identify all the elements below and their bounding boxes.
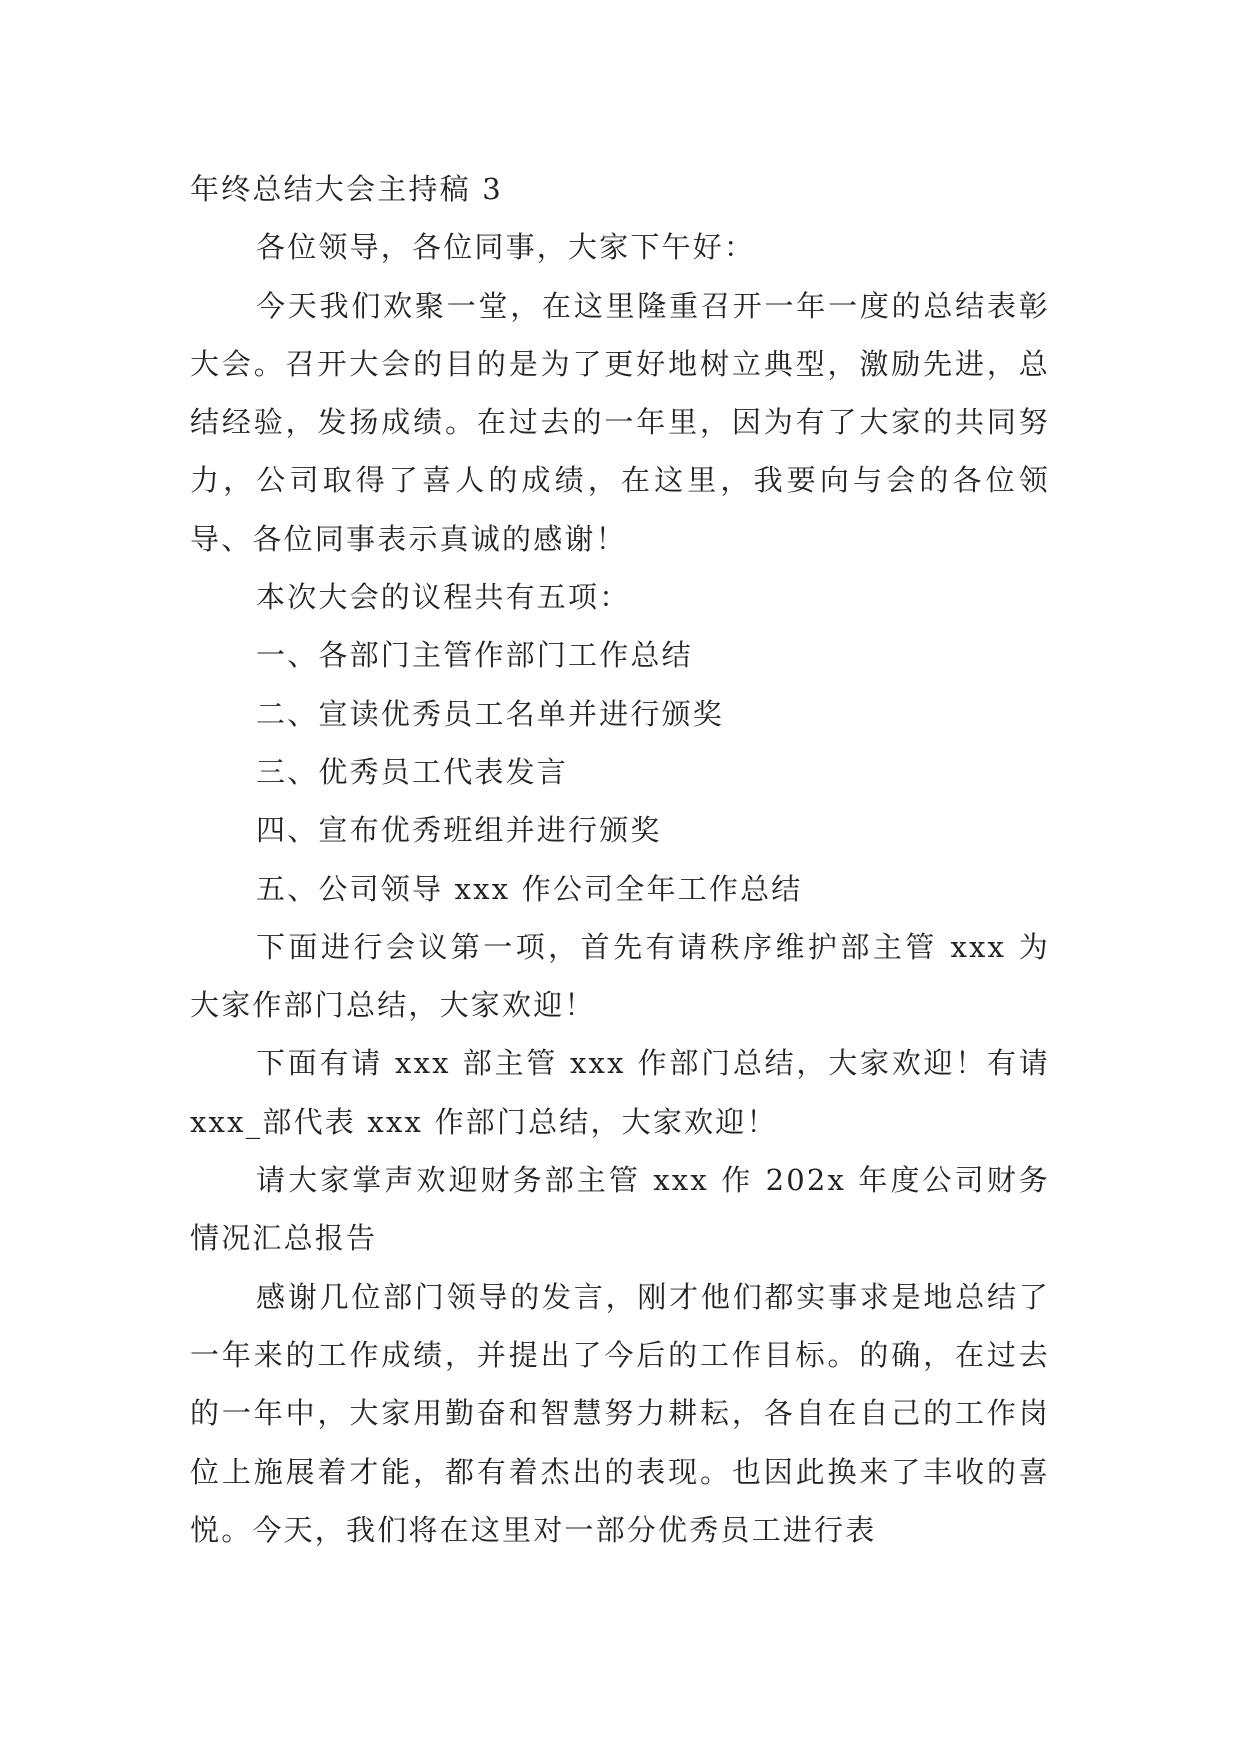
agenda-item-1: 一、各部门主管作部门工作总结 — [256, 638, 693, 673]
agenda-item-5: 五、公司领导 xxx 作公司全年工作总结 — [256, 871, 803, 906]
first-item-paragraph: 下面进行会议第一项，首先有请秩序维护部主管 xxx 为大家作部门总结，大家欢迎！ — [190, 929, 1050, 1023]
agenda-intro: 本次大会的议程共有五项： — [256, 580, 631, 615]
department-summary-paragraph: 下面有请 xxx 部主管 xxx 作部门总结，大家欢迎！有请 xxx_部代表 xxx 作部门总结，大家欢迎！ — [190, 1046, 1050, 1139]
document-body — [190, 160, 1050, 1559]
thanks-paragraph: 感谢几位部门领导的发言，刚才他们都实事求是地总结了一年来的工作成绩，并提出了今后的工作目标。的确，在过去的一年中，大家用勤奋和智慧努力耕耘，各自在自己的工作岗位上施展着才能，都有着杰出的表现。也因此换来了丰收的喜悦。今天，我们将在这里对一部分优秀员工进行表 — [190, 1279, 1050, 1547]
finance-report-paragraph: 请大家掌声欢迎财务部主管 xxx 作 202x 年度公司财务情况汇总报告 — [190, 1163, 1050, 1256]
opening-paragraph: 今天我们欢聚一堂，在这里隆重召开一年一度的总结表彰大会。召开大会的目的是为了更好地树立典型，激励先进，总结经验，发扬成绩。在过去的一年里，因为有了大家的共同努力，公司取得了喜人的成绩，在这里，我要向与会的各位领导、各位同事表示真诚的感谢！ — [190, 288, 1050, 556]
greeting-paragraph: 各位领导，各位同事，大家下午好： — [256, 230, 756, 265]
agenda-item-2: 二、宣读优秀员工名单并进行颁奖 — [256, 696, 725, 731]
agenda-item-4: 四、宣布优秀班组并进行颁奖 — [256, 813, 662, 848]
document-title: 年终总结大会主持稿 3 — [190, 172, 503, 206]
agenda-item-3: 三、优秀员工代表发言 — [256, 754, 569, 789]
